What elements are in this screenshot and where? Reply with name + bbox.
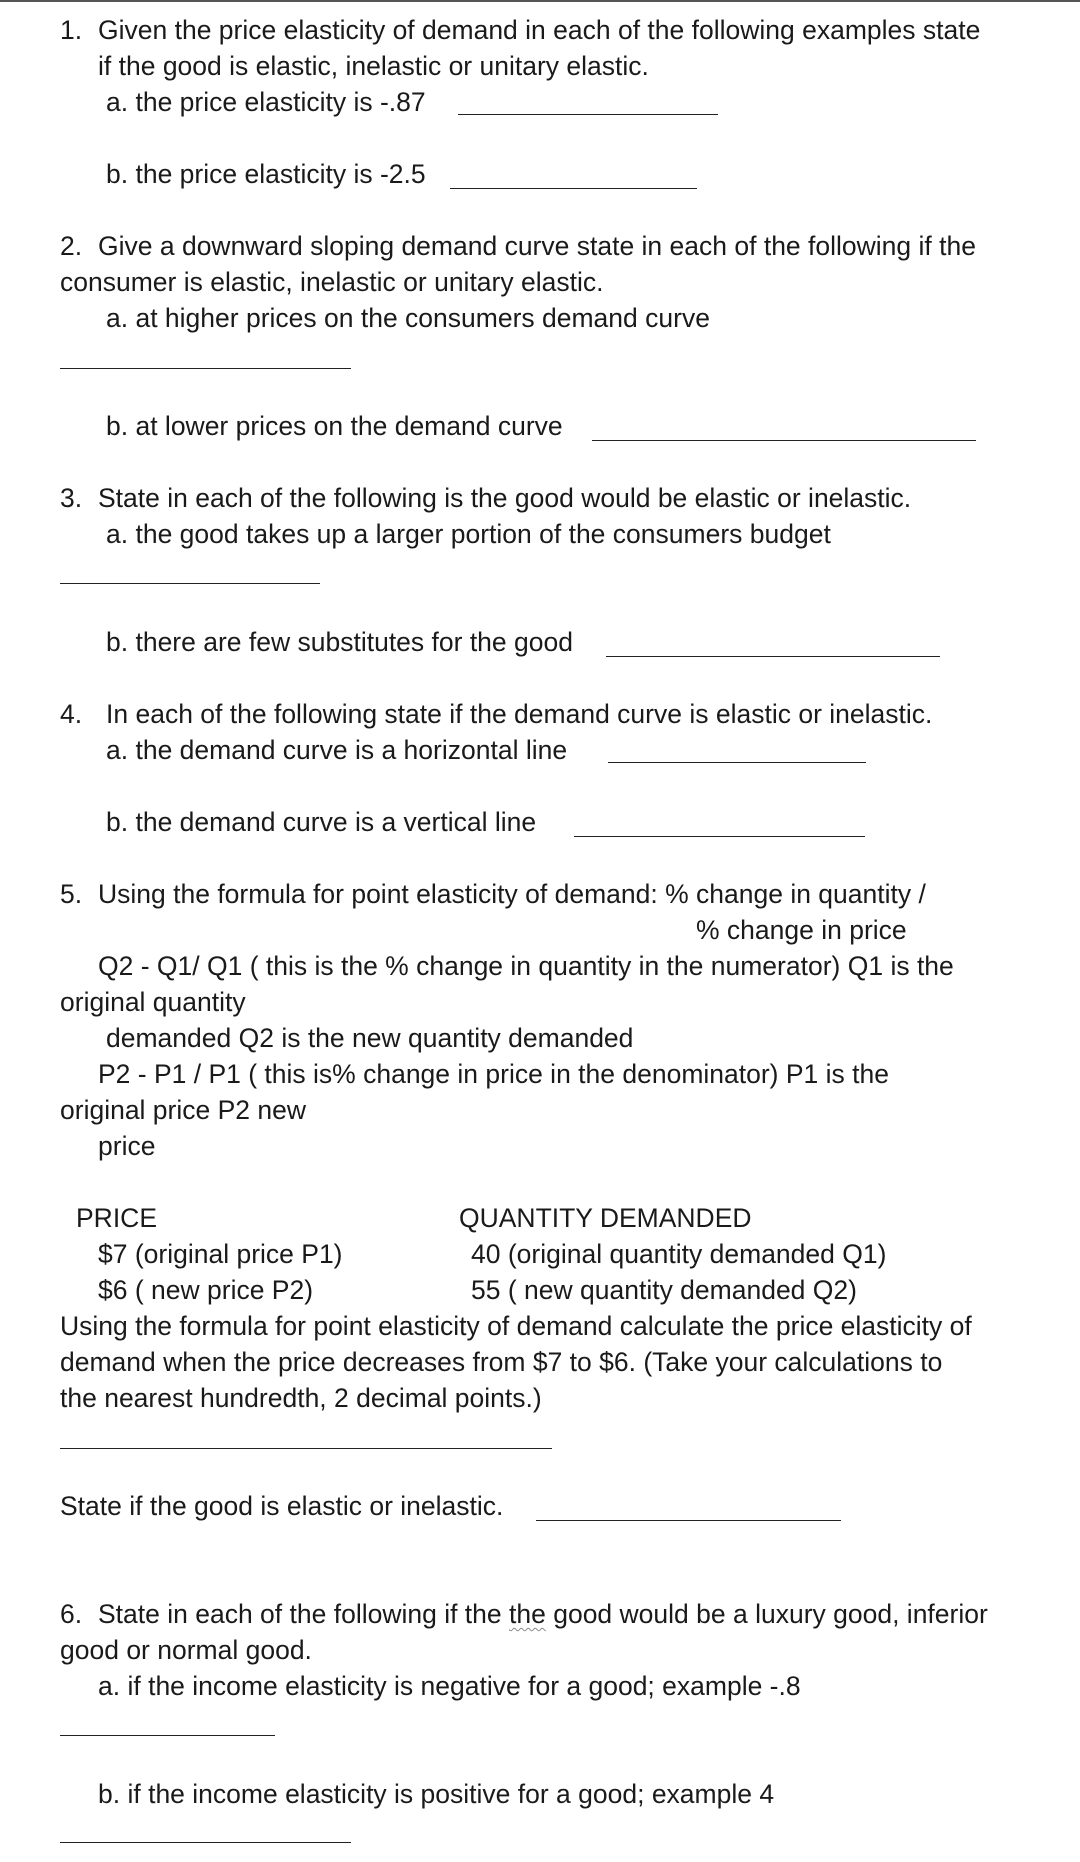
q5-state-answer-blank[interactable] — [536, 1520, 841, 1521]
q5-line3: Q2 - Q1/ Q1 ( this is the % change in quantity in the numerator) Q1 is the — [98, 951, 954, 981]
q6-line1 — [98, 1598, 988, 1630]
q5-instruction-line3: the nearest hundredth, 2 decimal points.) — [60, 1383, 542, 1413]
table-header-quantity: QUANTITY DEMANDED — [459, 1203, 752, 1233]
q6-line2: good or normal good. — [60, 1635, 312, 1665]
table-row2-price: $6 ( new price P2) — [98, 1275, 314, 1305]
q5-line4: original quantity — [60, 987, 246, 1017]
q2-b-text: b. at lower prices on the demand curve — [106, 411, 563, 441]
q5-number: 5. — [60, 879, 83, 909]
q3-line1: State in each of the following is the good would be elastic or inelastic. — [98, 483, 912, 513]
q6-line1-end: good would be a luxury good, inferior — [545, 1599, 988, 1629]
q4-b-text: b. the demand curve is a vertical line — [106, 807, 537, 837]
q2-number: 2. — [60, 231, 83, 261]
q5-line6: P2 - P1 / P1 ( this is% change in price in the denominator) P1 is the — [98, 1059, 889, 1089]
q4-a-answer-blank[interactable] — [608, 762, 866, 763]
q5-instruction-line1: Using the formula for point elasticity of demand calculate the price elasticity of — [60, 1311, 972, 1341]
q5-state-text: State if the good is elastic or inelastic. — [60, 1491, 504, 1521]
q3-b-text: b. there are few substitutes for the good — [106, 627, 573, 657]
table-header-price: PRICE — [76, 1203, 157, 1233]
q5-instruction-line2: demand when the price decreases from $7 to $6. (Take your calculations to — [60, 1347, 943, 1377]
q4-number: 4. — [60, 699, 83, 729]
q1-a-text: a. the price elasticity is -.87 — [106, 87, 426, 117]
q3-number: 3. — [60, 483, 83, 513]
q6-number: 6. — [60, 1599, 83, 1629]
q6-line1-start: State in each of the following if the — [98, 1599, 510, 1629]
q6-repeated-word: the — [509, 1599, 546, 1629]
q4-b-answer-blank[interactable] — [574, 836, 865, 837]
q3-b-answer-blank[interactable] — [606, 656, 940, 657]
q4-line1: In each of the following state if the demand curve is elastic or inelastic. — [106, 699, 933, 729]
q4-a-text: a. the demand curve is a horizontal line — [106, 735, 568, 765]
q5-line5: demanded Q2 is the new quantity demanded — [106, 1023, 634, 1053]
q6-a-answer-blank[interactable] — [60, 1735, 275, 1736]
q2-line2: consumer is elastic, inelastic or unitary elastic. — [60, 267, 604, 297]
q1-b-answer-blank[interactable] — [450, 188, 697, 189]
q2-a-text: a. at higher prices on the consumers demand curve — [106, 303, 710, 333]
q6-a-text: a. if the income elasticity is negative for a good; example -.8 — [98, 1671, 801, 1701]
q1-number: 1. — [60, 15, 83, 45]
q6-b-text: b. if the income elasticity is positive for a good; example 4 — [98, 1779, 775, 1809]
table-row1-price: $7 (original price P1) — [98, 1239, 343, 1269]
q2-line1: Give a downward sloping demand curve state in each of the following if the — [98, 231, 976, 261]
q5-line2: % change in price — [696, 915, 907, 945]
q3-a-answer-blank[interactable] — [60, 583, 320, 584]
table-row1-quantity: 40 (original quantity demanded Q1) — [471, 1239, 887, 1269]
q3-a-text: a. the good takes up a larger portion of the consumers budget — [106, 519, 831, 549]
q1-b-text: b. the price elasticity is -2.5 — [106, 159, 426, 189]
q1-line1: Given the price elasticity of demand in each of the following examples state — [98, 15, 981, 45]
q1-a-answer-blank[interactable] — [458, 114, 718, 115]
q2-b-answer-blank[interactable] — [592, 440, 976, 441]
q6-b-answer-blank[interactable] — [60, 1842, 351, 1843]
q5-calculation-answer-blank[interactable] — [60, 1448, 552, 1449]
q1-line2: if the good is elastic, inelastic or unitary elastic. — [98, 51, 649, 81]
table-row2-quantity: 55 ( new quantity demanded Q2) — [471, 1275, 857, 1305]
q2-a-answer-blank[interactable] — [60, 368, 351, 369]
q5-line1: Using the formula for point elasticity of demand: % change in quantity / — [98, 879, 926, 909]
q5-line7: original price P2 new — [60, 1095, 306, 1125]
q5-line8: price — [98, 1131, 156, 1161]
